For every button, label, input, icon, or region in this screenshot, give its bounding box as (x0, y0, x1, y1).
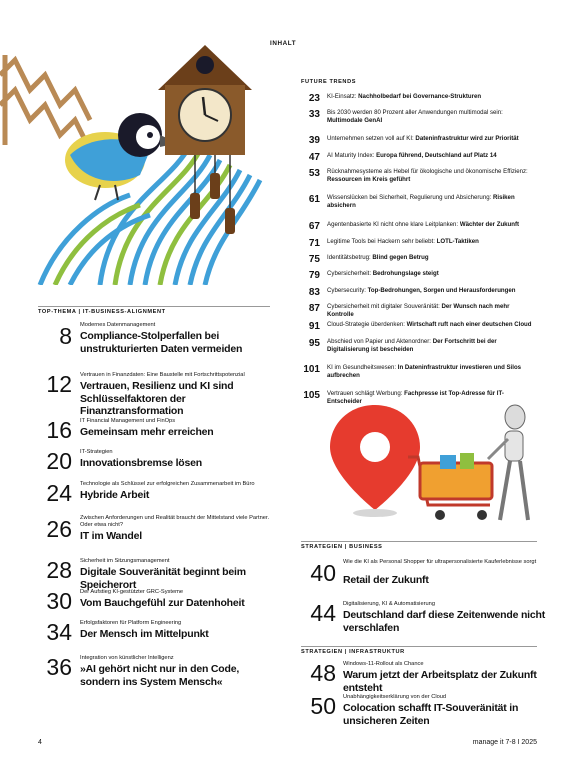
page-number-label: 75 (308, 254, 320, 265)
divider (38, 306, 270, 307)
entry-kicker: IT Financial Management und FinOps (80, 418, 176, 424)
page-number-label: 30 (46, 588, 72, 614)
entry-kicker: Rücknahmesysteme als Hebel für ökologische und ökonomische Effizienz: (327, 168, 528, 175)
entry-text (327, 238, 537, 246)
entry-text (327, 194, 537, 209)
page-number-label: 71 (308, 238, 320, 249)
section-strategien-infrastruktur: STRATEGIEN | INFRASTRUKTUR (301, 649, 405, 655)
page-number-label: 8 (59, 323, 72, 349)
entry-text (327, 321, 537, 329)
entry-headline: Innovationsbremse lösen (80, 457, 203, 469)
entry-kicker: Vertrauen in Finanzdaten: Eine Baustelle mit Fortschrittspotenzial (80, 372, 245, 378)
entry-kicker: Unternehmen setzen voll auf KI: (327, 135, 416, 142)
page-title: INHALT (270, 40, 297, 47)
page-number-label: 24 (46, 480, 72, 506)
bird (65, 113, 178, 200)
entry-text (327, 270, 537, 278)
lattice-decoration (0, 55, 90, 150)
entry-kicker: Digitalisierung, KI & Automatisierung (343, 601, 435, 607)
entry-text (327, 287, 537, 295)
entry-text (327, 152, 537, 160)
page-number-label: 79 (308, 270, 320, 281)
entry-headline: Deutschland darf diese Zeitenwende nicht verschlafen (343, 609, 546, 634)
entry-headline: Warum jetzt der Arbeitsplatz der Zukunft entsteht (343, 669, 537, 694)
entry-kicker: Vertrauen schlägt Werbung: (327, 390, 405, 397)
entry-kicker: Erfolgsfaktoren für Platform Engineering (80, 620, 182, 626)
entry-kicker: Abschied von Papier und Aktenordner: (327, 338, 433, 345)
entry-text (327, 390, 537, 405)
map-pin-icon (330, 405, 420, 517)
page-number-label: 44 (310, 600, 336, 626)
entry-text (327, 93, 537, 101)
page-number-label: 67 (308, 221, 320, 232)
entry-headline: Multimodale GenAI (327, 116, 383, 124)
entry-kicker: Der Aufstieg KI-gestützter GRC-Systeme (80, 589, 184, 595)
entry-kicker: Identitätsbetrug: (327, 254, 373, 261)
section-top-thema: TOP-THEMA | IT-BUSINESS-ALIGNMENT (38, 309, 166, 315)
entry-kicker: Zwischen Anforderungen und Realität braucht der Mittelstand viele Partner. Oder etwa nicht? (80, 515, 270, 528)
entry-headline: Top-Bedrohungen, Sorgen und Herausforderungen (367, 287, 516, 294)
entry-headline: Compliance-Stolperfallen bei unstrukturierten Daten vermeiden (80, 330, 243, 355)
entry-text (327, 221, 537, 229)
entry-kicker: Modernes Datenmanagement (80, 322, 156, 328)
entry-headline: LOTL-Taktiken (436, 238, 479, 245)
entry-headline: Bedrohungslage steigt (372, 270, 439, 277)
entry-kicker: Bis 2030 werden 80 Prozent aller Anwendungen multimodal sein: (327, 109, 503, 116)
page-number-label: 61 (308, 194, 320, 205)
entry-kicker: Wie die KI als Personal Shopper für ultrapersonalisierte Kauferlebnisse sorgt (343, 559, 537, 565)
page-number-label: 34 (46, 619, 72, 645)
section-strategien-business: STRATEGIEN | BUSINESS (301, 544, 383, 550)
entry-headline: Fachpresse ist Top-Adresse für IT-Entscheider (327, 390, 504, 405)
page-number-label: 39 (308, 135, 320, 146)
entry-headline: Digitale Souveränität beginnt beim Speicherort (80, 566, 246, 591)
entry-headline: Blind gegen Betrug (372, 254, 429, 261)
entry-headline: Hybride Arbeit (80, 489, 150, 501)
entry-kicker: Integration von künstlicher Intelligenz (80, 655, 174, 661)
entry-kicker: Agentenbasierte KI nicht ohne klare Leitplanken: (327, 221, 460, 228)
section-future-trends: FUTURE TRENDS (301, 79, 357, 85)
entry-text (327, 303, 537, 318)
entry-headline: IT im Wandel (80, 530, 142, 542)
entry-headline: Gemeinsam mehr erreichen (80, 426, 214, 438)
entry-headline: Der Fortschritt bei der Digitalisierung ist bescheiden (327, 338, 497, 353)
entry-headline: In Dateninfrastruktur investieren und Silos aufbrechen (327, 364, 522, 379)
entry-kicker: Technologie als Schlüssel zur erfolgreichen Zusammenarbeit im Büro (80, 481, 255, 487)
page-number-label: 83 (308, 287, 320, 298)
entry-kicker: AI Maturity Index: (327, 152, 377, 159)
entry-headline: Retail der Zukunft (343, 574, 429, 586)
page-number-label: 48 (310, 660, 336, 686)
entry-headline: Der Wunsch nach mehr Kontrolle (327, 303, 510, 318)
entry-headline: Wächter der Zukunft (459, 221, 520, 228)
entry-headline: Nachholbedarf bei Governance-Strukturen (358, 93, 482, 100)
divider (301, 541, 537, 542)
entry-kicker: IT-Strategien (80, 449, 113, 455)
entry-headline: Risiken absichern (327, 194, 515, 209)
page-number-label: 50 (310, 693, 336, 719)
entry-kicker: Cybersicherheit mit digitaler Souveränität: (327, 303, 442, 310)
entry-kicker: KI im Gesundheitswesen: (327, 364, 398, 371)
entry-kicker: Windows-11-Rollout als Chance (343, 661, 424, 667)
divider (301, 646, 537, 647)
entry-text (327, 135, 537, 143)
page-number-label: 28 (46, 557, 72, 583)
entry-text (327, 109, 537, 124)
entry-text (327, 338, 537, 353)
entry-headline: Wirtschaft ruft nach einer deutschen Cloud (406, 321, 532, 328)
entry-kicker: Legitime Tools bei Hackern sehr beliebt: (327, 238, 437, 245)
page-number-label: 33 (308, 109, 320, 120)
entry-headline: Vertrauen, Resilienz und KI sind Schlüsselfaktoren der Finanztransformation (80, 380, 234, 417)
page-number-label: 47 (308, 152, 320, 163)
page-number-label: 95 (308, 338, 320, 349)
entry-headline: Colocation schafft IT-Souveränität in unsicheren Zeiten (343, 702, 519, 727)
page-number-label: 20 (46, 448, 72, 474)
entry-headline: Ressourcen im Kreis geführt (327, 175, 411, 183)
page-number-label: 101 (303, 364, 320, 375)
entry-text (327, 364, 537, 379)
page-number-label: 87 (308, 303, 320, 314)
cuckoo-clock-illustration (0, 35, 290, 285)
page-number-label: 23 (308, 93, 320, 104)
entry-headline: Europa führend, Deutschland auf Platz 14 (376, 152, 497, 159)
page-number-label: 12 (46, 371, 72, 397)
page-number-label: 40 (310, 560, 336, 586)
entry-kicker: Sicherheit im Sitzungsmanagement (80, 558, 170, 564)
page-number-label: 36 (46, 654, 72, 680)
entry-headline: Der Mensch im Mittelpunkt (80, 628, 209, 640)
page-number-label: 26 (46, 516, 72, 542)
entry-kicker: Cybersicherheit: (327, 270, 373, 277)
entry-kicker: Unabhängigkeitserklärung von der Cloud (343, 694, 447, 700)
entry-kicker: Cybersecurity: (327, 287, 368, 294)
robot (488, 405, 528, 520)
page-number-label: 105 (303, 390, 320, 401)
entry-headline: Dateninfrastruktur wird zur Priorität (415, 135, 519, 142)
page-number-label: 91 (308, 321, 320, 332)
entry-headline: Vom Bauchgefühl zur Datenhoheit (80, 597, 245, 609)
entry-headline: »AI gehört nicht nur in den Code, sondern ins System Mensch« (80, 663, 240, 688)
entry-text (327, 254, 537, 262)
magazine-issue: manage it 7-8 I 2025 (472, 739, 537, 746)
retail-robot-illustration (300, 395, 550, 530)
page-number-label: 16 (46, 417, 72, 443)
entry-kicker: Wissenslücken bei Sicherheit, Regulierung und Absicherung: (327, 194, 493, 201)
page-number-label: 53 (308, 168, 320, 179)
entry-text (327, 168, 537, 183)
page-number: 4 (38, 739, 42, 746)
entry-kicker: KI-Einsatz: (327, 93, 359, 100)
entry-kicker: Cloud-Strategie überdenken: (327, 321, 407, 328)
